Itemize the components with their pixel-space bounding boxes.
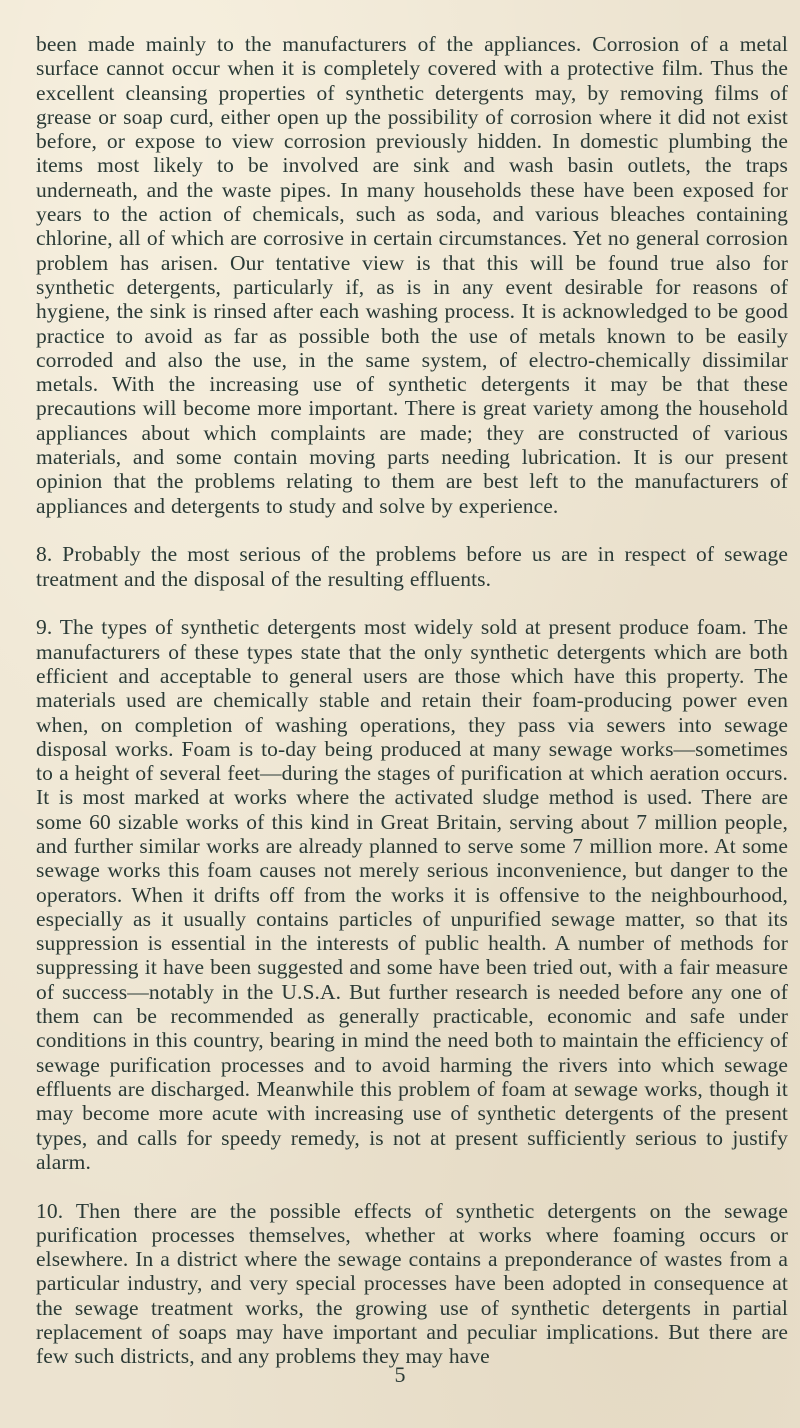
paragraph-9: 9. The types of synthetic detergents most widely sold at present produce foam. The manufacturers of these types state that the only synthetic detergents which are both efficient and acceptable to general users are those which have this property. The materials used are chemically stable and retain their foam-producing power even when, on completion of washing operations, they pass via sewers into sewage disposal works. Foam is to-day being produced at many sewage works—sometimes to a height of several feet—during the stages of purification at which aeration occurs. It is most marked at works where the activated sludge method is used. There are some 60 sizable works of this kind in Great Britain, serving about 7 million people, and further similar works are already planned to serve some 7 million more. At some sewage works this foam causes not merely serious inconvenience, but danger to the operators. When it drifts off from the works it is offensive to the neighbourhood, especially as it usually contains particles of unpurified sewage matter, so that its suppression is essential in the interests of public health. A number of methods for suppressing it have been suggested and some have been tried out, with a fair measure of success—notably in the U.S.A. But further research is needed before any one of them can be recommended as generally practicable, economic and safe under conditions in this country, bearing in mind the need both to maintain the efficiency of sewage purification processes and to avoid harming the rivers into which sewage effluents are discharged. Meanwhile this problem of foam at sewage works, though it may become more acute with increasing use of synthetic detergents of the present types, and calls for speedy remedy, is not at present sufficiently serious to justify alarm. [36, 615, 788, 1174]
paragraph-8: 8. Probably the most serious of the problems before us are in respect of sewage treatment and the disposal of the resulting effluents. [36, 542, 788, 591]
paragraph-10: 10. Then there are the possible effects of synthetic detergents on the sewage purification processes themselves, whether at works where foaming occurs or elsewhere. In a district where the sewage contains a preponderance of wastes from a particular industry, and very special processes have been adopted in consequence at the sewage treatment works, the growing use of synthetic detergents in partial replacement of soaps may have important and peculiar implications. But there are few such districts, and any problems they may have [36, 1198, 788, 1369]
paragraph-continued: been made mainly to the manufacturers of the appliances. Corrosion of a metal surface cannot occur when it is completely covered with a protective film. Thus the excellent cleansing properties of synthetic detergents may, by removing films of grease or soap curd, either open up the possibility of corrosion where it did not exist before, or expose to view corrosion previously hidden. In domestic plumbing the items most likely to be involved are sink and wash basin outlets, the traps underneath, and the waste pipes. In many households these have been exposed for years to the action of chemicals, such as soda, and various bleaches containing chlorine, all of which are corrosive in certain circumstances. Yet no general corrosion problem has arisen. Our tentative view is that this will be found true also for synthetic detergents, particularly if, as is in any event desirable for reasons of hygiene, the sink is rinsed after each washing process. It is acknowledged to be good practice to avoid as far as possible both the use of metals known to be easily corroded and also the use, in the same system, of electro-chemically dissimilar metals. With the increasing use of synthetic detergents it may be that these precautions will become more important. There is great variety among the household appliances about which complaints are made; they are constructed of various materials, and some contain moving parts needing lubrication. It is our present opinion that the problems relating to them are best left to the manufacturers of appliances and detergents to study and solve by experience. [36, 32, 788, 518]
document-page [36, 32, 788, 1369]
page-number: 5 [394, 1362, 406, 1387]
